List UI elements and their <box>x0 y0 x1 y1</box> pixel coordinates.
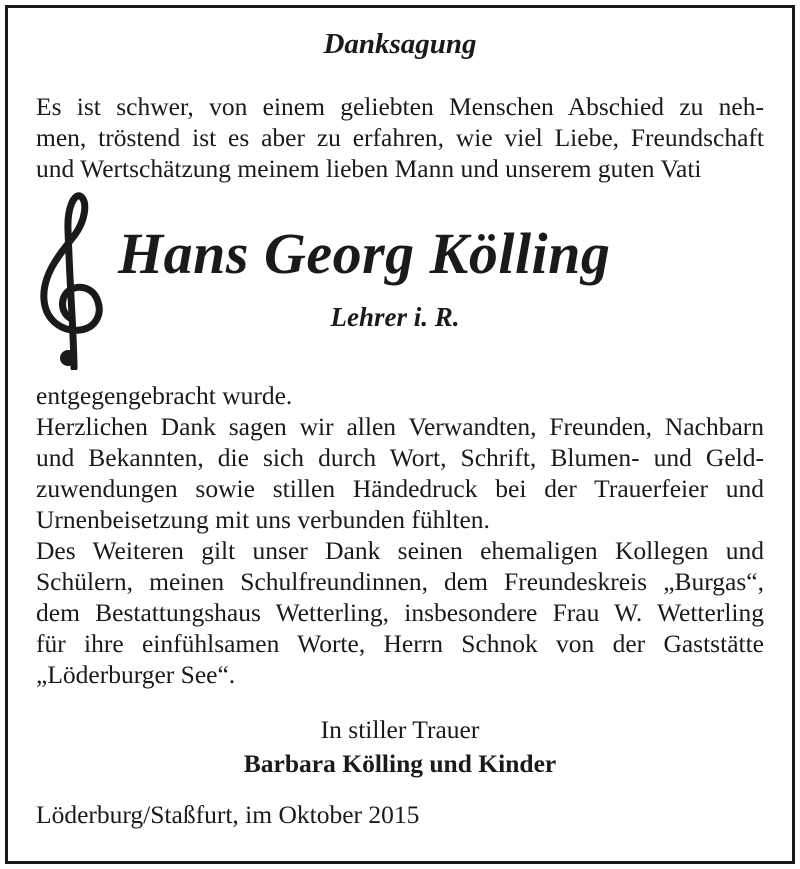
body-paragraph <box>36 380 764 690</box>
body-line: Urnenbeisetzung mit uns verbunden fühlten. <box>36 505 490 534</box>
body-line: entgegengebracht wurde. <box>36 381 293 410</box>
notice-heading: Danksagung <box>323 28 477 60</box>
intro-paragraph <box>36 91 764 184</box>
body-line: zuwendungen sowie stillen Händedruck bei der Trauerfeier und <box>36 474 764 503</box>
body-line: „Löderburger See“. <box>36 660 236 689</box>
intro-line: men, tröstend ist es aber zu erfahren, wie viel Liebe, Freundschaft <box>36 123 764 152</box>
body-line: Schülern, meinen Schulfreundinnen, dem Freundeskreis „Burgas“, <box>36 567 764 596</box>
body-line: Herzlichen Dank sagen wir allen Verwandten, Freunden, Nachbarn <box>36 412 764 441</box>
body-line: für ihre einfühlsamen Worte, Herrn Schnok von der Gaststätte <box>36 629 764 658</box>
signature-intro: In stiller Trauer <box>320 715 480 744</box>
deceased-name: Hans Georg Kölling <box>118 221 611 286</box>
deceased-title: Lehrer i. R. <box>330 302 460 332</box>
body-line: dem Bestattungshaus Wetterling, insbesondere Frau W. Wetterling <box>36 598 764 627</box>
body-line: Des Weiteren gilt unser Dank seinen ehemaligen Kollegen und <box>36 536 764 565</box>
intro-line: und Wertschätzung meinem lieben Mann und unserem guten Vati <box>36 154 702 183</box>
body-line: und Bekannten, die sich durch Wort, Schrift, Blumen- und Geld- <box>36 443 764 472</box>
intro-line: Es ist schwer, von einem geliebten Menschen Abschied zu neh- <box>36 92 764 121</box>
treble-clef-icon <box>34 190 106 370</box>
place-date: Löderburg/Staßfurt, im Oktober 2015 <box>36 800 420 829</box>
signature-names: Barbara Kölling und Kinder <box>243 749 557 778</box>
